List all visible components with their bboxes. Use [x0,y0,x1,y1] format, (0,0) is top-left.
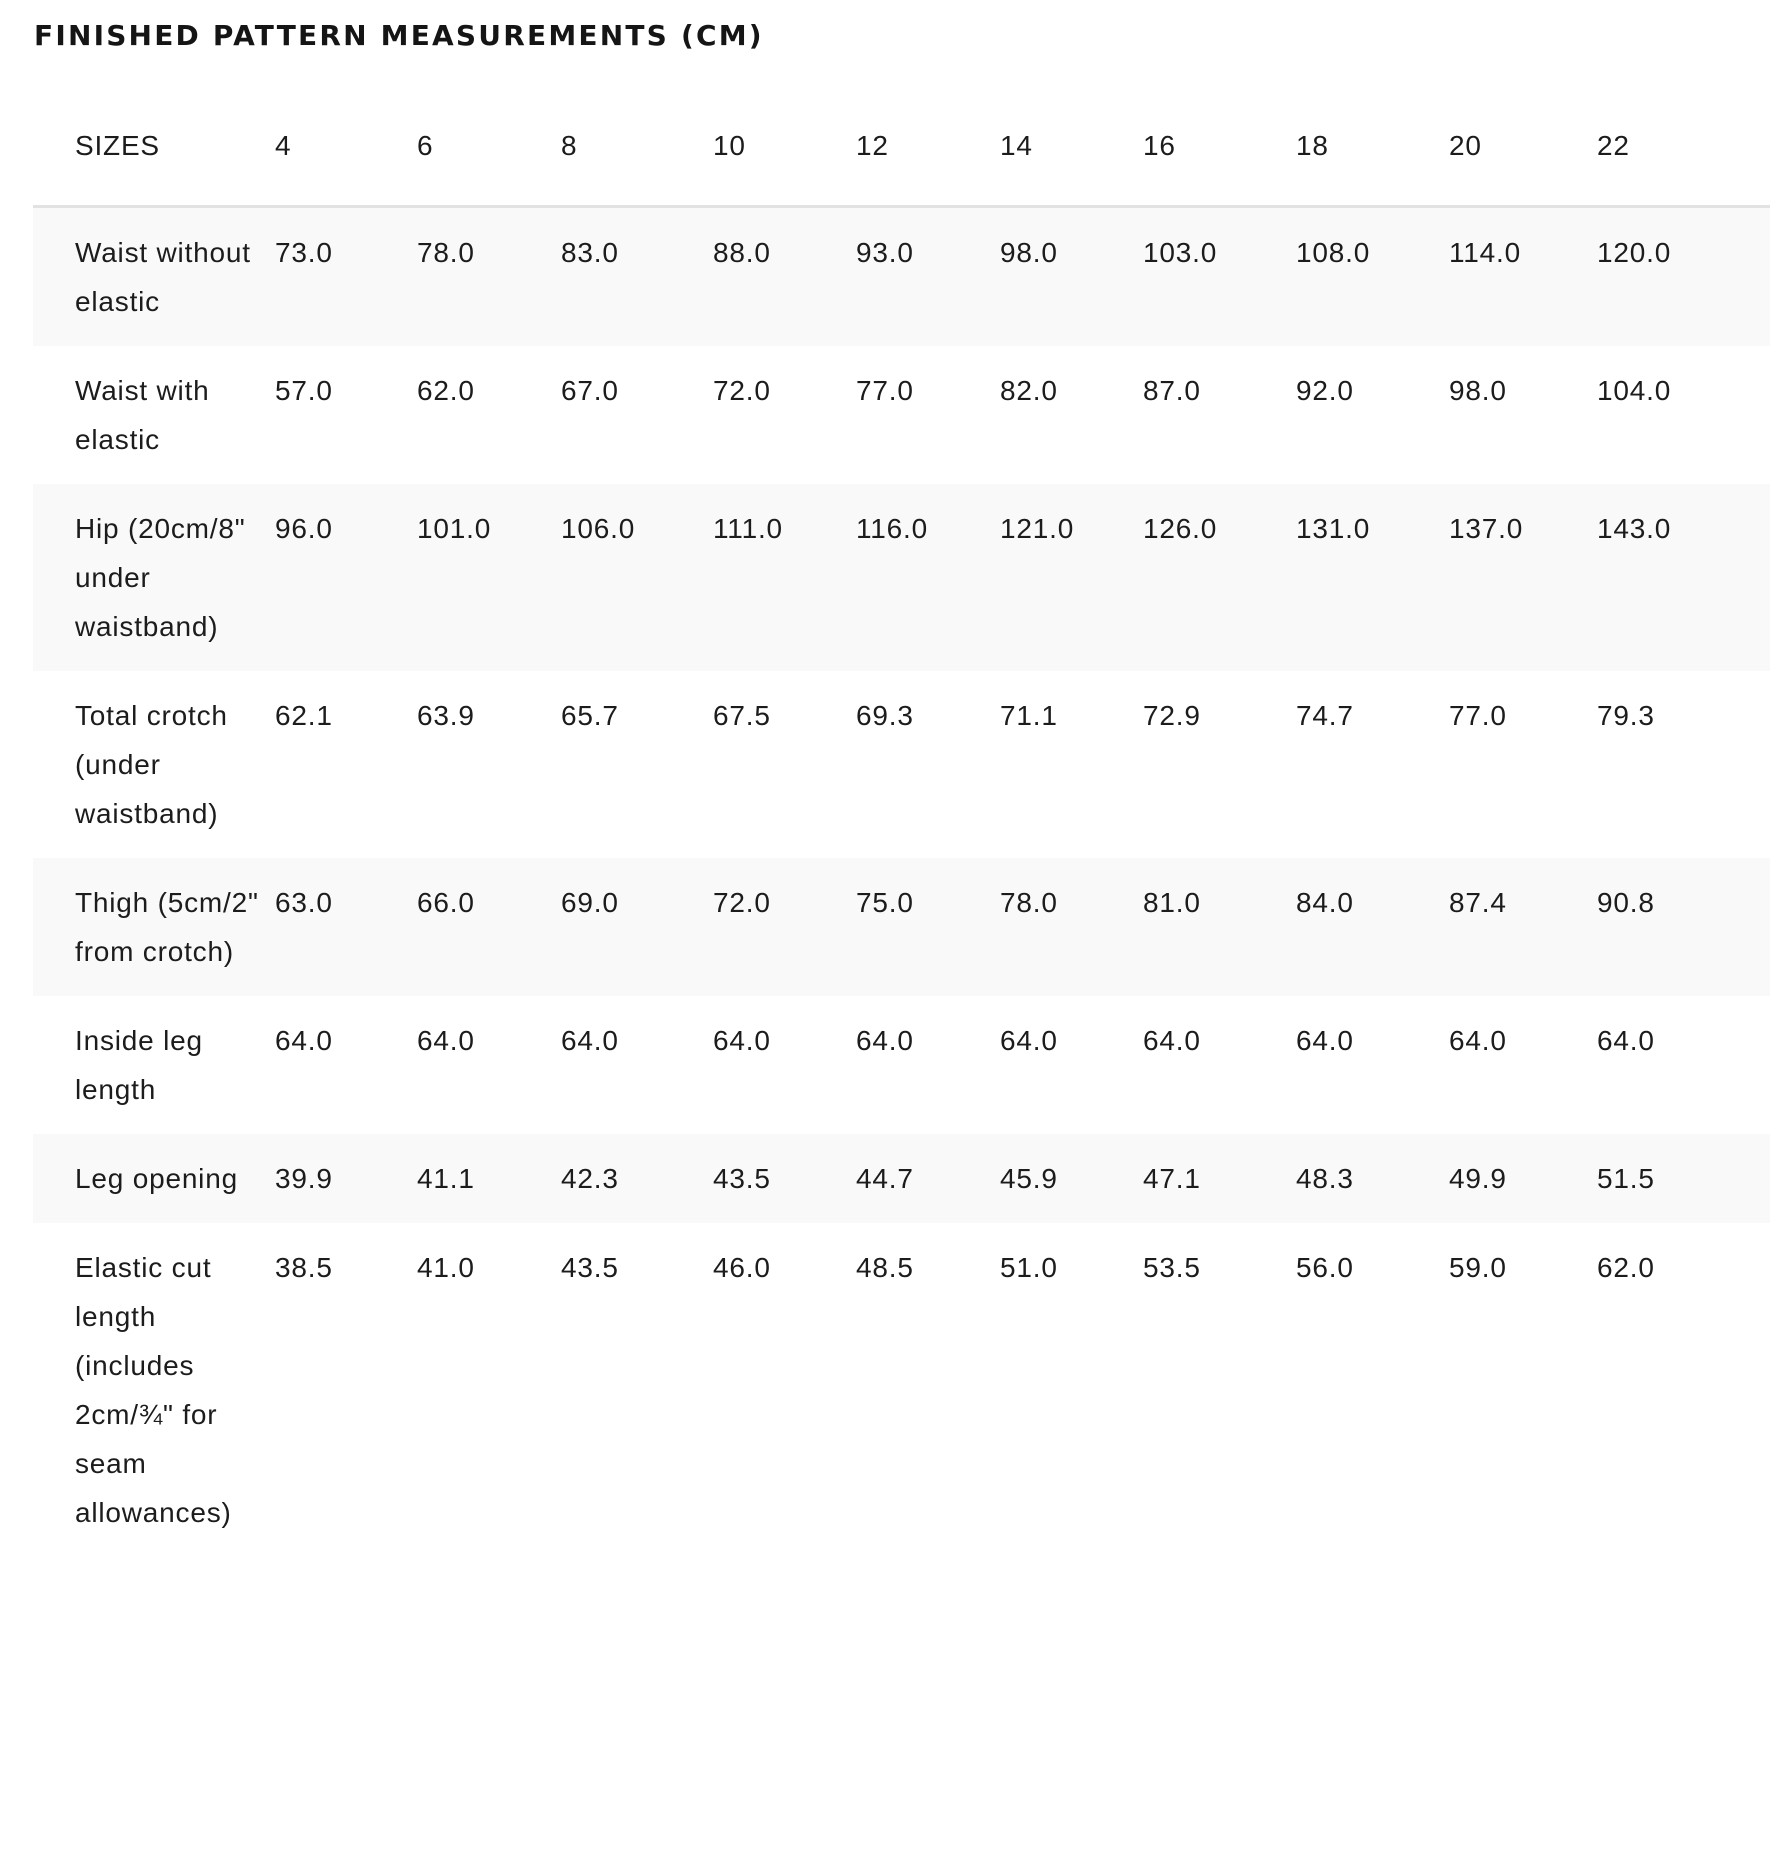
header-row [33,85,1770,207]
table-cell: 77.0 [856,346,1000,484]
table-cell: 64.0 [1143,996,1296,1134]
size-header-6: 6 [417,85,561,207]
table-cell: 72.0 [713,346,856,484]
table-cell: 73.0 [275,207,417,347]
size-header-10: 10 [713,85,856,207]
measurements-table [33,85,1770,1557]
table-cell: 82.0 [1000,346,1143,484]
table-cell: 64.0 [1000,996,1143,1134]
table-cell: 67.0 [561,346,713,484]
table-cell: 64.0 [856,996,1000,1134]
table-cell: 64.0 [561,996,713,1134]
table-cell: 101.0 [417,484,561,671]
table-cell: 108.0 [1296,207,1449,347]
table-cell: 62.0 [1597,1223,1770,1557]
table-row-elastic-cut-length [33,1223,1770,1557]
table-cell: 79.3 [1597,671,1770,858]
table-cell: 65.7 [561,671,713,858]
table-cell: 49.9 [1449,1134,1597,1223]
table-cell: 90.8 [1597,858,1770,996]
table-row-total-crotch [33,671,1770,858]
table-cell: 98.0 [1000,207,1143,347]
table-cell: 47.1 [1143,1134,1296,1223]
table-cell: 98.0 [1449,346,1597,484]
table-cell: 75.0 [856,858,1000,996]
size-header-4: 4 [275,85,417,207]
row-label: Waist without elastic [33,207,275,347]
table-cell: 45.9 [1000,1134,1143,1223]
table-cell: 46.0 [713,1223,856,1557]
table-cell: 41.0 [417,1223,561,1557]
table-cell: 111.0 [713,484,856,671]
table-row-inside-leg-length [33,996,1770,1134]
table-cell: 64.0 [1449,996,1597,1134]
row-label: Hip (20cm/8" under waistband) [33,484,275,671]
size-header-8: 8 [561,85,713,207]
table-cell: 87.4 [1449,858,1597,996]
table-cell: 64.0 [1597,996,1770,1134]
table-cell: 69.3 [856,671,1000,858]
table-cell: 72.0 [713,858,856,996]
table-cell: 53.5 [1143,1223,1296,1557]
table-cell: 93.0 [856,207,1000,347]
table-cell: 63.9 [417,671,561,858]
size-header-22: 22 [1597,85,1770,207]
size-header-14: 14 [1000,85,1143,207]
table-cell: 96.0 [275,484,417,671]
table-cell: 38.5 [275,1223,417,1557]
row-label: Inside leg length [33,996,275,1134]
table-cell: 66.0 [417,858,561,996]
table-cell: 42.3 [561,1134,713,1223]
table-cell: 64.0 [275,996,417,1134]
table-cell: 116.0 [856,484,1000,671]
row-label: Leg opening [33,1134,275,1223]
table-cell: 137.0 [1449,484,1597,671]
size-header-16: 16 [1143,85,1296,207]
table-row-leg-opening [33,1134,1770,1223]
table-cell: 126.0 [1143,484,1296,671]
table-header [33,85,1770,207]
table-cell: 69.0 [561,858,713,996]
size-header-12: 12 [856,85,1000,207]
table-cell: 67.5 [713,671,856,858]
table-row-thigh [33,858,1770,996]
table-cell: 39.9 [275,1134,417,1223]
table-cell: 43.5 [713,1134,856,1223]
table-body [33,207,1770,1558]
table-cell: 56.0 [1296,1223,1449,1557]
table-cell: 51.5 [1597,1134,1770,1223]
page-title: FINISHED PATTERN MEASUREMENTS (CM) [34,19,764,52]
table-cell: 83.0 [561,207,713,347]
table-cell: 59.0 [1449,1223,1597,1557]
row-label: Total crotch (under waistband) [33,671,275,858]
table-cell: 143.0 [1597,484,1770,671]
table-cell: 44.7 [856,1134,1000,1223]
table-cell: 48.3 [1296,1134,1449,1223]
table-cell: 121.0 [1000,484,1143,671]
size-header-20: 20 [1449,85,1597,207]
table-cell: 84.0 [1296,858,1449,996]
table-cell: 114.0 [1449,207,1597,347]
table-cell: 64.0 [1296,996,1449,1134]
table-cell: 103.0 [1143,207,1296,347]
table-cell: 57.0 [275,346,417,484]
table-cell: 43.5 [561,1223,713,1557]
table-cell: 64.0 [713,996,856,1134]
table-cell: 131.0 [1296,484,1449,671]
table-cell: 104.0 [1597,346,1770,484]
row-label: Elastic cut length (includes 2cm/¾" for seam allowances) [33,1223,275,1557]
table-cell: 78.0 [1000,858,1143,996]
table-row-waist-without-elastic [33,207,1770,347]
table-cell: 72.9 [1143,671,1296,858]
row-label: Thigh (5cm/2" from crotch) [33,858,275,996]
table-cell: 120.0 [1597,207,1770,347]
table-cell: 87.0 [1143,346,1296,484]
table-cell: 74.7 [1296,671,1449,858]
table-row-waist-with-elastic [33,346,1770,484]
table-cell: 78.0 [417,207,561,347]
table-row-hip [33,484,1770,671]
table-cell: 41.1 [417,1134,561,1223]
table-cell: 92.0 [1296,346,1449,484]
table-cell: 62.1 [275,671,417,858]
table-cell: 106.0 [561,484,713,671]
table-cell: 64.0 [417,996,561,1134]
sizes-header-label: SIZES [33,85,275,207]
row-label: Waist with elastic [33,346,275,484]
size-header-18: 18 [1296,85,1449,207]
table-cell: 62.0 [417,346,561,484]
table-cell: 71.1 [1000,671,1143,858]
table-cell: 77.0 [1449,671,1597,858]
table-cell: 51.0 [1000,1223,1143,1557]
table-cell: 81.0 [1143,858,1296,996]
table-cell: 48.5 [856,1223,1000,1557]
table-cell: 88.0 [713,207,856,347]
table-cell: 63.0 [275,858,417,996]
